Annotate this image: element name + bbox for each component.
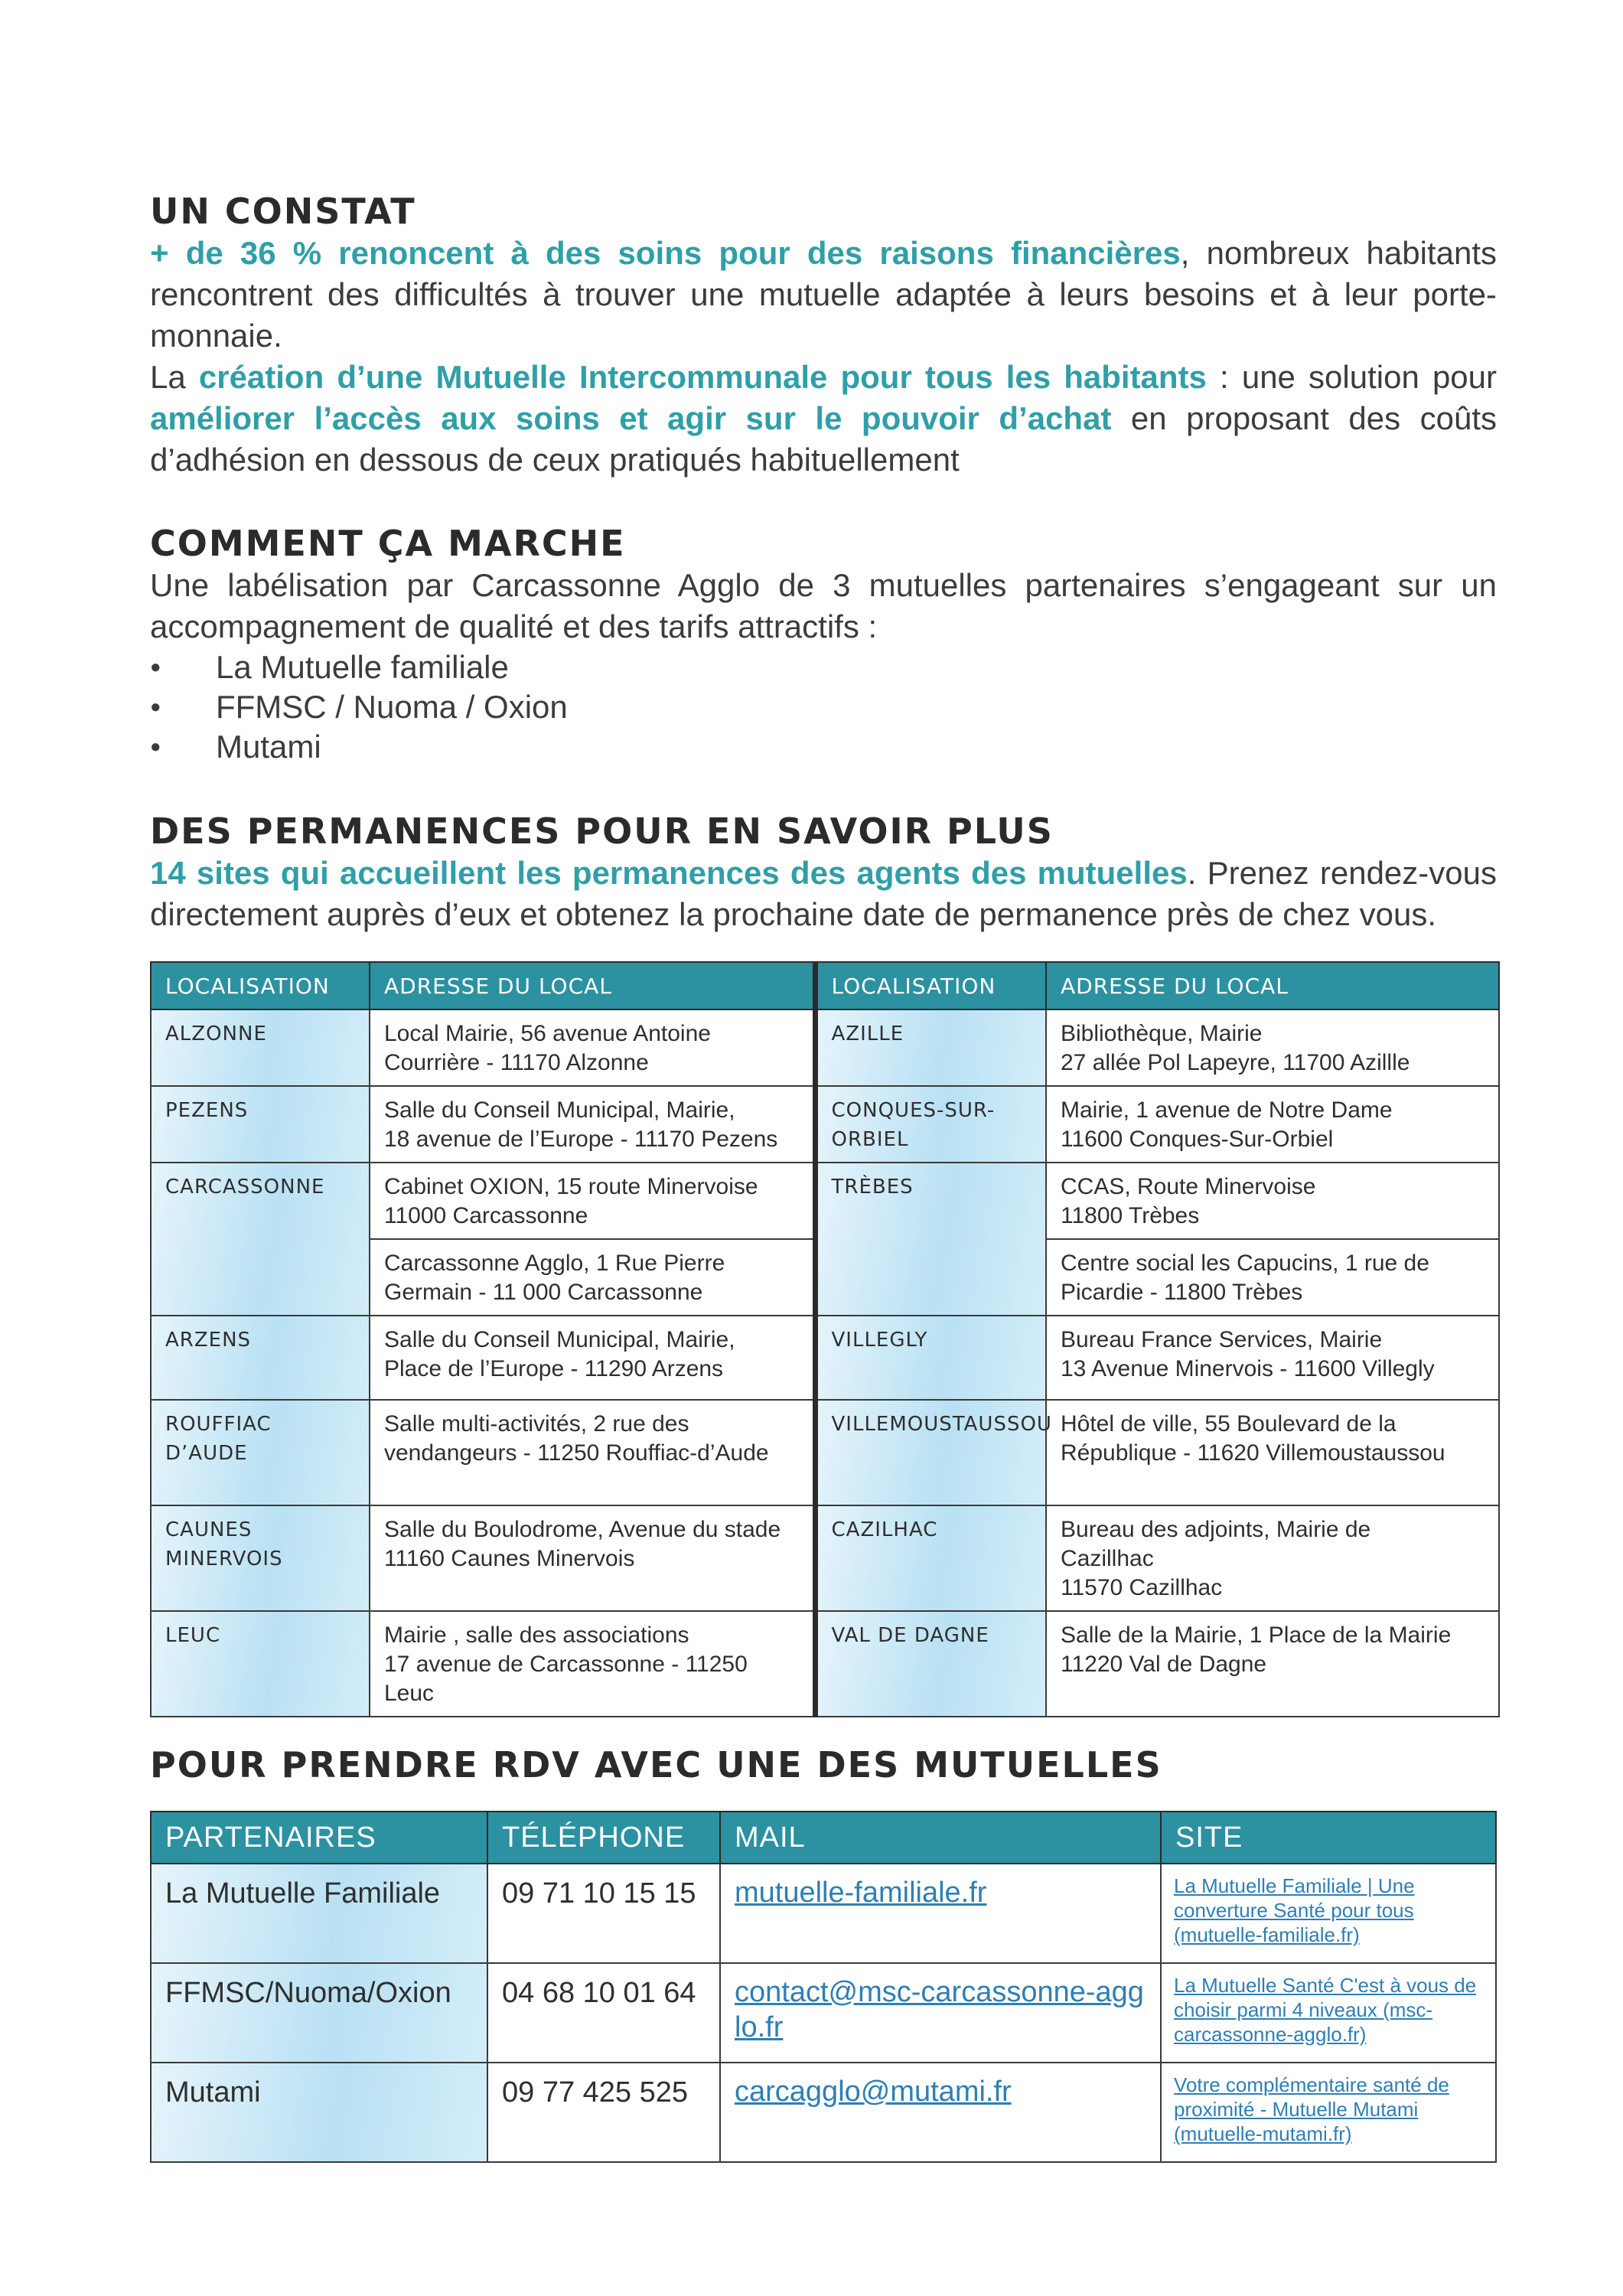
list-item-label: FFMSC / Nuoma / Oxion: [216, 689, 568, 725]
table-row: [151, 1086, 1499, 1163]
list-item-label: La Mutuelle familiale: [216, 649, 509, 685]
location-cell: VILLEMOUSTAUSSOU: [815, 1400, 1046, 1505]
section-title-constat: UN CONSTAT: [150, 191, 416, 232]
address-line: Bureau France Services, Mairie: [1061, 1327, 1383, 1352]
column-header: PARTENAIRES: [151, 1812, 487, 1864]
partner-site-link[interactable]: La Mutuelle Familiale | Une converture Santé pour tous (mutuelle-familiale.fr): [1174, 1874, 1415, 1946]
address-cell: [370, 1611, 815, 1717]
section-title-permanences: DES PERMANENCES POUR EN SAVOIR PLUS: [150, 810, 1054, 852]
address-line: Salle de la Mairie, 1 Place de la Mairie: [1061, 1623, 1452, 1648]
constat-text-2: La: [150, 359, 199, 395]
partner-mail-link[interactable]: mutuelle-familiale.fr: [735, 1877, 987, 1909]
section-permanences: [150, 810, 1497, 935]
location-cell: CAUNES MINERVOIS: [151, 1505, 370, 1611]
location-cell: LEUC: [151, 1611, 370, 1717]
location-cell: PEZENS: [151, 1086, 370, 1163]
constat-paragraph-1: [150, 233, 1497, 357]
location-cell: ROUFFIAC D’AUDE: [151, 1400, 370, 1505]
partner-phone: 09 71 10 15 15: [487, 1864, 720, 1963]
table-row: [151, 1163, 1499, 1239]
constat-text-1: , nombreux habitants rencontrent des difficultés à trouver une mutuelle adaptée à leurs besoins et à leur porte-monnaie.: [150, 235, 1497, 354]
locations-table: [150, 961, 1500, 1717]
bullet-icon: ●: [150, 696, 161, 717]
bullet-icon: ●: [150, 736, 161, 757]
table-row: [151, 1864, 1496, 1963]
address-line: 11000 Carcassonne: [384, 1203, 588, 1228]
constat-text-4: en proposant des coûts d’adhésion en dessous de ceux pratiqués habituellement: [150, 400, 1497, 478]
table-header-row: [151, 1812, 1496, 1864]
column-header: LOCALISATION: [151, 962, 370, 1009]
address-cell: [370, 1400, 815, 1505]
address-cell: [1046, 1239, 1499, 1316]
address-line: vendangeurs - 11250 Rouffiac-d’Aude: [384, 1440, 769, 1466]
partner-site-link[interactable]: Votre complémentaire santé de proximité - Mutuelle Mutami (mutuelle-mutami.fr): [1174, 2073, 1449, 2145]
address-line: 11570 Cazillhac: [1061, 1575, 1223, 1600]
address-line: Leuc: [384, 1681, 435, 1706]
address-cell: [370, 1505, 815, 1611]
address-line: 17 avenue de Carcassonne - 11250: [384, 1652, 748, 1677]
constat-paragraph-2: [150, 357, 1497, 481]
partner-phone: 09 77 425 525: [487, 2063, 720, 2162]
constat-highlight-2: création d’une Mutuelle Intercommunale pour tous les habitants: [198, 359, 1207, 395]
address-line: Germain - 11 000 Carcassonne: [384, 1280, 703, 1305]
address-line: 11800 Trèbes: [1061, 1203, 1200, 1228]
partner-mail-link[interactable]: contact@msc-carcassonne-agglo.fr: [735, 1976, 1144, 2043]
address-line: Courrière - 11170 Alzonne: [384, 1050, 649, 1075]
table-row: [151, 1505, 1499, 1611]
address-line: CCAS, Route Minervoise: [1061, 1174, 1316, 1199]
address-line: 11600 Conques-Sur-Orbiel: [1061, 1127, 1334, 1152]
address-line: Hôtel de ville, 55 Boulevard de la: [1061, 1411, 1396, 1437]
comment-intro: Une labélisation par Carcassonne Agglo de 3 mutuelles partenaires s’engageant sur un accompagnement de qualité et des tarifs attractifs :: [150, 567, 1497, 644]
address-line: Cazillhac: [1061, 1546, 1154, 1571]
table-row: [151, 1316, 1499, 1400]
address-line: 11220 Val de Dagne: [1061, 1652, 1267, 1677]
table-header-row: [151, 962, 1499, 1009]
partner-site-cell: [1161, 1864, 1496, 1963]
address-line: 27 allée Pol Lapeyre, 11700 Azillle: [1061, 1050, 1410, 1075]
permanences-paragraph: [150, 853, 1497, 935]
table-row: [151, 1963, 1496, 2063]
section-rdv: [150, 1743, 1497, 1786]
section-constat: [150, 190, 1497, 481]
address-cell: [370, 1316, 815, 1400]
column-header: ADRESSE DU LOCAL: [1046, 962, 1499, 1009]
column-header: ADRESSE DU LOCAL: [370, 962, 815, 1009]
partner-site-cell: [1161, 1963, 1496, 2063]
address-cell: [1046, 1316, 1499, 1400]
section-comment: [150, 522, 1497, 767]
location-cell: ALZONNE: [151, 1009, 370, 1086]
address-cell: [1046, 1163, 1499, 1239]
partner-mail-cell: [720, 1963, 1161, 2063]
address-cell: [1046, 1400, 1499, 1505]
location-cell: CONQUES-SUR-ORBIEL: [815, 1086, 1046, 1163]
location-cell: VAL DE DAGNE: [815, 1611, 1046, 1717]
list-item-label: Mutami: [216, 729, 321, 765]
table-row: [151, 1009, 1499, 1086]
address-line: Mairie, 1 avenue de Notre Dame: [1061, 1097, 1393, 1123]
section-title-rdv: POUR PRENDRE RDV AVEC UNE DES MUTUELLES: [150, 1744, 1162, 1786]
address-line: Centre social les Capucins, 1 rue de: [1061, 1251, 1429, 1276]
location-cell: AZILLE: [815, 1009, 1046, 1086]
partner-name: Mutami: [151, 2063, 487, 2162]
column-header: LOCALISATION: [815, 962, 1046, 1009]
list-item: [150, 687, 1497, 727]
location-cell: ARZENS: [151, 1316, 370, 1400]
partner-mail-cell: [720, 1864, 1161, 1963]
address-line: Salle du Conseil Municipal, Mairie,: [384, 1097, 735, 1123]
table-row: [151, 1400, 1499, 1505]
list-item: [150, 647, 1497, 687]
permanences-text: . Prenez rendez-vous directement auprès d’eux et obtenez la prochaine date de permanence près de chez vous.: [150, 855, 1497, 932]
address-line: 18 avenue de l’Europe - 11170 Pezens: [384, 1127, 778, 1152]
address-line: Salle du Boulodrome, Avenue du stade: [384, 1517, 781, 1542]
partner-phone: 04 68 10 01 64: [487, 1963, 720, 2063]
table-row: [151, 2063, 1496, 2162]
address-cell: [1046, 1009, 1499, 1086]
address-line: 11160 Caunes Minervois: [384, 1546, 635, 1571]
partner-site-cell: [1161, 2063, 1496, 2162]
permanences-highlight: 14 sites qui accueillent les permanences des agents des mutuelles: [150, 855, 1188, 891]
location-cell: CAZILHAC: [815, 1505, 1046, 1611]
constat-text-3: : une solution pour: [1206, 359, 1498, 395]
address-cell: [370, 1239, 815, 1316]
address-line: Salle multi-activités, 2 rue des: [384, 1411, 689, 1437]
constat-highlight-1: + de 36 % renoncent à des soins pour des raisons financières: [150, 235, 1181, 271]
constat-highlight-3: améliorer l’accès aux soins et agir sur le pouvoir d’achat: [150, 400, 1112, 436]
partner-list: [150, 647, 1497, 767]
address-line: Cabinet OXION, 15 route Minervoise: [384, 1174, 758, 1199]
address-cell: [1046, 1611, 1499, 1717]
address-line: Salle du Conseil Municipal, Mairie,: [384, 1327, 735, 1352]
address-line: Carcassonne Agglo, 1 Rue Pierre: [384, 1251, 725, 1276]
partners-table: [150, 1811, 1497, 2163]
location-cell: TRÈBES: [815, 1163, 1046, 1316]
address-line: 13 Avenue Minervois - 11600 Villegly: [1061, 1356, 1435, 1381]
address-line: Local Mairie, 56 avenue Antoine: [384, 1021, 711, 1046]
section-title-comment: COMMENT ÇA MARCHE: [150, 523, 626, 564]
list-item: [150, 727, 1497, 767]
partner-name: La Mutuelle Familiale: [151, 1864, 487, 1963]
partner-name: FFMSC/Nuoma/Oxion: [151, 1963, 487, 2063]
bullet-icon: ●: [150, 657, 161, 677]
address-cell: [370, 1086, 815, 1163]
address-cell: [1046, 1505, 1499, 1611]
partner-mail-cell: [720, 2063, 1161, 2162]
address-line: Bureau des adjoints, Mairie de: [1061, 1517, 1371, 1542]
partner-site-link[interactable]: La Mutuelle Santé C'est à vous de choisir parmi 4 niveaux (msc-carcassonne-agglo.fr): [1174, 1974, 1477, 2046]
address-cell: [370, 1163, 815, 1239]
column-header: MAIL: [720, 1812, 1161, 1864]
table-row: [151, 1611, 1499, 1717]
partner-mail-link[interactable]: carcagglo@mutami.fr: [735, 2076, 1012, 2108]
location-cell: VILLEGLY: [815, 1316, 1046, 1400]
address-line: Bibliothèque, Mairie: [1061, 1021, 1263, 1046]
address-line: Mairie , salle des associations: [384, 1623, 689, 1648]
address-line: Place de l’Europe - 11290 Arzens: [384, 1356, 724, 1381]
address-cell: [1046, 1086, 1499, 1163]
column-header: TÉLÉPHONE: [487, 1812, 720, 1864]
address-cell: [370, 1009, 815, 1086]
column-header: SITE: [1161, 1812, 1496, 1864]
address-line: Picardie - 11800 Trèbes: [1061, 1280, 1303, 1305]
location-cell: CARCASSONNE: [151, 1163, 370, 1316]
address-line: République - 11620 Villemoustaussou: [1061, 1440, 1445, 1466]
